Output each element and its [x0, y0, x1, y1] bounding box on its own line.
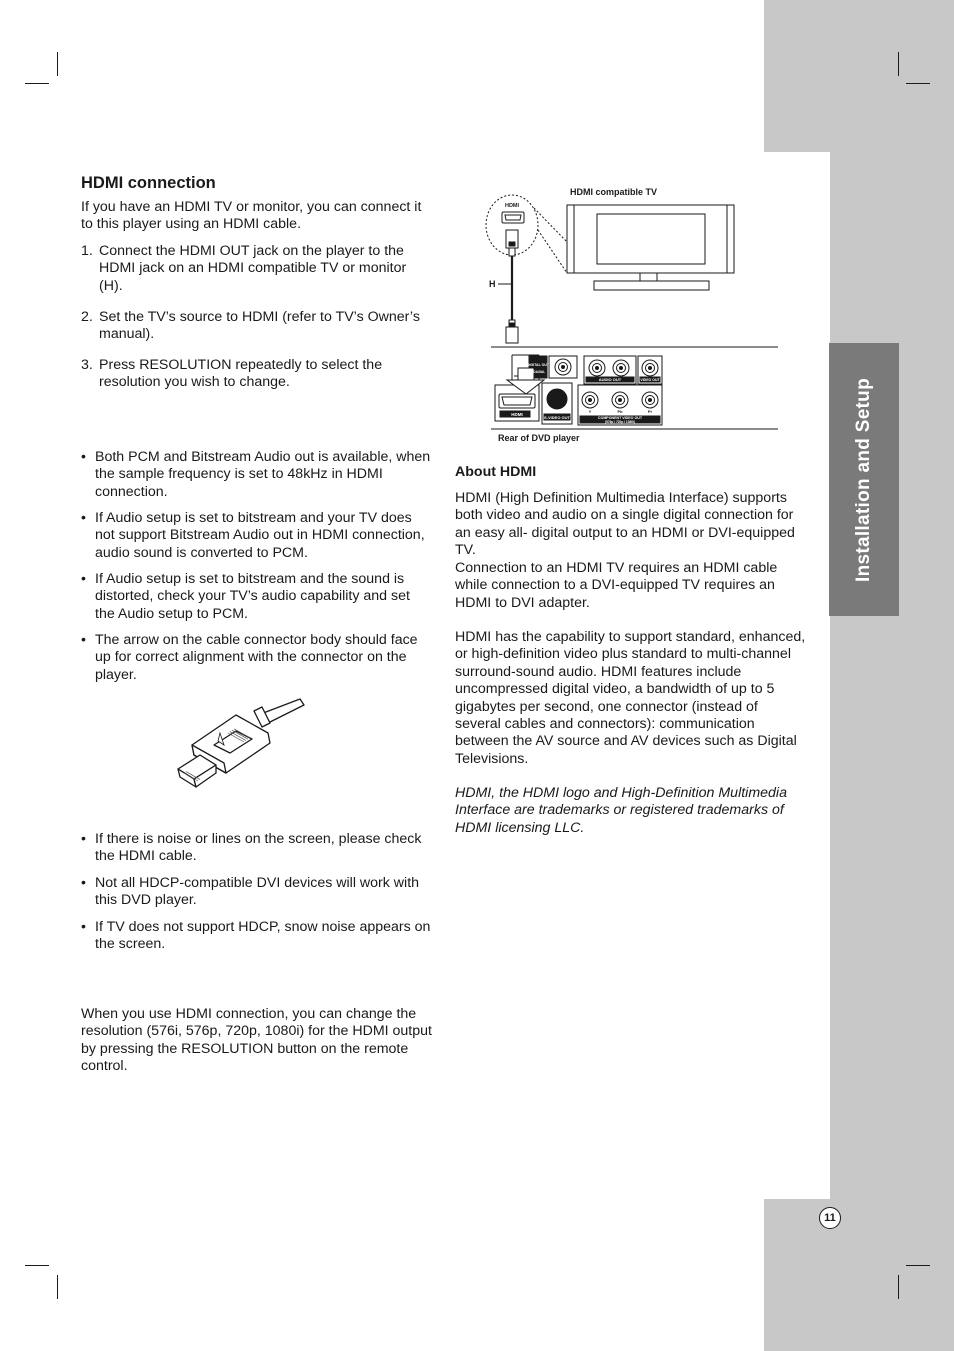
note-text: If Audio setup is set to bitstream and the sound is distorted, check your TV’s audio capability and set the Audio setup to PCM.: [95, 571, 410, 622]
note-text: Both PCM and Bitstream Audio out is available, when the sample frequency is set to 48kHz in HDMI connection.: [95, 449, 431, 500]
crop-mark: [906, 83, 930, 84]
note-text: If there is noise or lines on the screen, please check the HDMI cable.: [95, 831, 422, 865]
note-item: • Not all HDCP-compatible DVI devices will work with this DVD player.: [81, 875, 433, 910]
about-paragraph-1: HDMI (High Definition Multimedia Interface) supports both video and audio on a single digital connection for an easy all- digital output to an HDMI or DVI-equipped TV.: [455, 490, 795, 559]
step-number: 3.: [81, 357, 93, 373]
tv-port-label: HDMI: [504, 203, 520, 209]
port-component-sub-label: (576p / 720p / 1080i): [605, 420, 635, 424]
section-tab: [829, 343, 899, 616]
step-text: Connect the HDMI OUT jack on the player to the HDMI jack on an HDMI compatible TV or monitor (H).: [99, 243, 407, 294]
comp-y-label: Y: [588, 409, 592, 414]
crop-mark: [898, 52, 899, 76]
note-text: Not all HDCP-compatible DVI devices will work with this DVD player.: [95, 875, 420, 909]
port-component-label: COMPONENT VIDEO OUT: [597, 416, 643, 420]
note-item: • Both PCM and Bitstream Audio out is available, when the sample frequency is set to 48kHz in HDMI connection.: [81, 449, 433, 501]
step-text: Press RESOLUTION repeatedly to select the resolution you wish to change.: [99, 357, 383, 391]
note-item: • If TV does not support HDCP, snow noise appears on the screen.: [81, 919, 433, 954]
cable-label: H: [489, 279, 496, 289]
step-item: [81, 309, 433, 344]
about-paragraph-2: Connection to an HDMI TV requires an HDMI cable while connection to a DVI-equipped TV requires an HDMI to DVI adapter.: [455, 560, 778, 611]
comp-pr-label: Pr: [647, 409, 653, 414]
section-heading: HDMI connection: [81, 174, 216, 192]
crop-mark: [25, 83, 49, 84]
port-svideo-label: S-VIDEO OUT: [543, 415, 571, 420]
hdmi-connector-illustration: [170, 693, 310, 801]
note-item: • The arrow on the cable connector body should face up for correct alignment with the connector on the player.: [81, 632, 433, 684]
tv-label: HDMI compatible TV: [570, 187, 658, 197]
port-audio-label: AUDIO OUT: [598, 377, 622, 382]
comp-pb-label: Pb: [617, 409, 623, 414]
crop-mark: [57, 52, 58, 76]
step-number: 1.: [81, 243, 93, 259]
resolution-paragraph: When you use HDMI connection, you can change the resolution (576i, 576p, 720p, 1080i) for the HDMI output by pressing the RESOLUTION button on the remote control.: [81, 1006, 432, 1075]
crop-mark: [57, 1275, 58, 1299]
crop-mark: [25, 1265, 49, 1266]
connection-diagram: [480, 180, 780, 450]
step-item: [81, 357, 433, 392]
crop-mark: [906, 1265, 930, 1266]
note-text: If Audio setup is set to bitstream and your TV does not support Bitstream Audio out in HDMI connection, audio sound is converted to PCM.: [95, 510, 425, 561]
port-video-label: VIDEO OUT: [640, 378, 660, 382]
port-hdmi-label: HDMI: [511, 412, 523, 417]
margin-band-top: [764, 0, 954, 152]
margin-band-side: [830, 152, 954, 1199]
page-number: 11: [819, 1207, 841, 1229]
about-heading: About HDMI: [455, 464, 537, 480]
player-label: Rear of DVD player: [498, 433, 580, 443]
note-item: • If there is noise or lines on the screen, please check the HDMI cable.: [81, 831, 433, 866]
step-number: 2.: [81, 309, 93, 325]
step-text: Set the TV’s source to HDMI (refer to TV’s Owner’s manual).: [99, 309, 420, 343]
intro-paragraph: If you have an HDMI TV or monitor, you can connect it to this player using an HDMI cable.: [81, 199, 422, 233]
note-item: • If Audio setup is set to bitstream and your TV does not support Bitstream Audio out in HDMI connection, audio sound is converted to PCM.: [81, 510, 433, 562]
note-text: The arrow on the cable connector body should face up for correct alignment with the connector on the player.: [95, 632, 418, 683]
crop-mark: [898, 1275, 899, 1299]
margin-band-bottom: [764, 1199, 954, 1351]
note-text: If TV does not support HDCP, snow noise appears on the screen.: [95, 919, 431, 953]
section-tab-label: Installation and Setup: [853, 377, 874, 582]
trademark-notice: HDMI, the HDMI logo and High-Definition Multimedia Interface are trademarks or registered trademarks of HDMI licensing LLC.: [455, 785, 787, 836]
port-coaxial-label: COAXIAL: [530, 370, 546, 374]
note-item: • If Audio setup is set to bitstream and the sound is distorted, check your TV’s audio capability and set the Audio setup to PCM.: [81, 571, 433, 623]
step-item: [81, 243, 433, 295]
about-paragraph-3: HDMI has the capability to support standard, enhanced, or high-definition video plus standard to multi-channel surround-sound audio. HDMI features include uncompressed digital video, a bandwidth of up to 5 gigabytes per second, one connector (instead of several cables and connectors): communication between the AV source and AV devices such as Digital Televisions.: [455, 629, 806, 767]
port-digital-label: DIGITAL OUT: [526, 363, 550, 367]
